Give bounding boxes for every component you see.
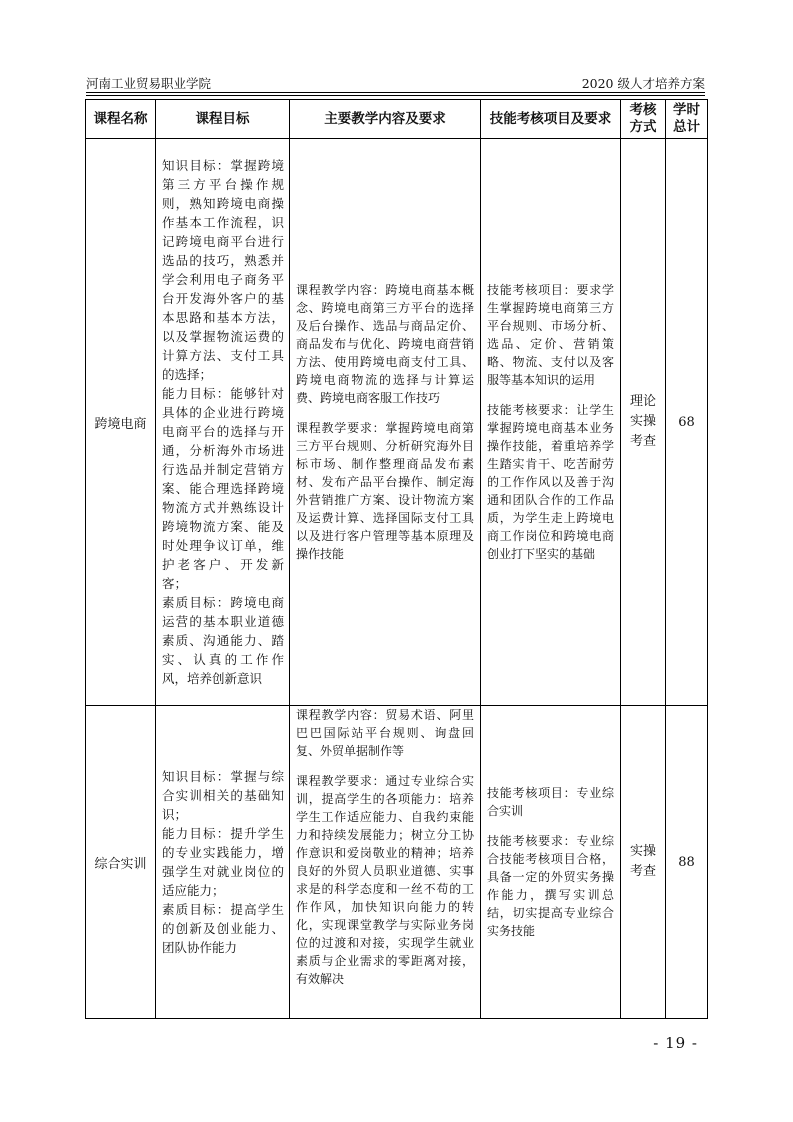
col-header-assessment-method [621,100,666,139]
teaching-requirement-text: 课程教学要求：通过专业综合实训，提高学生的各项能力：培养学生工作适应能力、自我约束能力和持续发展能力；树立分工协作意识和爱岗敬业的精神；培养良好的外贸人员职业道德、实事求是的科学态度和一丝不苟的工作作风，加快知识向能力的转化，实现课堂教学与实际业务岗位的过渡和对接，实现学生就业素质与企业需求的零距离对接，有效解决 [296,774,474,986]
course-name-cell: 跨境电商 [86,139,156,706]
header-school-name: 河南工业贸易职业学院 [86,76,212,91]
assessment-method-text: 理论 实操 考查 [629,394,656,449]
col-header-course-goal: 课程目标 [156,100,290,139]
total-hours-cell: 88 [666,706,708,1019]
course-goal-cell [156,706,290,1019]
teaching-content-text: 课程教学内容：跨境电商基本概念、跨境电商第三方平台的选择及后台操作、选品与商品定价、商品发布与优化、跨境电商营销方法、使用跨境电商支付工具、跨境电商物流的选择与计算运费、跨境电商客服工作技巧 [296,283,474,405]
teaching-content-cell [290,139,481,706]
teaching-requirement-text: 课程教学要求：掌握跨境电商第三方平台规则、分析研究海外目标市场、制作整理商品发布素材、发布产品平台操作、制定海外营销推广方案、设计物流方案及运费计算、选择国际支付工具以及进行客户管理等基本原理及操作技能 [296,421,474,561]
skill-item-text: 技能考核项目：专业综合实训 [487,786,614,818]
course-name-cell: 综合实训 [86,706,156,1019]
col-header-teaching-content: 主要教学内容及要求 [290,100,481,139]
course-goal-cell [156,139,290,706]
page-number: - 19 - [653,1034,698,1052]
teaching-content-cell [290,706,481,1019]
assessment-method-cell [621,706,666,1019]
teaching-content-clip [296,706,474,1012]
teaching-content-text: 课程教学内容：贸易术语、阿里巴巴国际站平台规则、询盘回复、外贸单据制作等 [296,708,474,758]
course-goal-text: 知识目标：掌握跨境第三方平台操作规则，熟知跨境电商操作基本工作流程，识记跨境电商平台进行选品的技巧，熟悉并学会利用电子商务平台开发海外客户的基本思路和基本方法，以及掌握物流运费的计算方法、支付工具的选择； 能力目标：能够针对具体的企业进行跨境电商平台的选择与开通，分析海外市场进行选品并制定营销方案、能合理选择跨境物流方式并熟练设计跨境物流方案、能及时处理争议订单，维护老客户、开发新客； 素质目标：跨境电商运营的基本职业道德素质、沟通能力、踏实、认真的工作作风，培养创新意识 [162,158,284,686]
table-row [86,706,708,1019]
col-header-skill-assessment: 技能考核项目及要求 [481,100,621,139]
header-rule-thin [86,95,705,96]
header-plan-title: 2020 级人才培养方案 [581,76,705,91]
header-rule [86,92,705,93]
skill-assessment-cell [481,139,621,706]
col-header-hours-text: 学时 总计 [673,102,700,135]
assessment-method-text: 实操 考查 [629,844,656,879]
course-table [85,99,708,1019]
total-hours-cell: 68 [666,139,708,706]
skill-item-text: 技能考核项目：要求学生掌握跨境电商第三方平台规则、市场分析、选品、定价、营销策略、物流、支付以及客服等基本知识的运用 [487,283,614,387]
col-header-total-hours [666,100,708,139]
skill-requirement-text: 技能考核要求：专业综合技能考核项目合格，具备一定的外贸实务操作能力，撰写实训总结，切实提高专业综合实务技能 [487,834,614,938]
course-goal-text: 知识目标：掌握与综合实训相关的基础知识； 能力目标：提升学生的专业实践能力，增强学生对就业岗位的适应能力； 素质目标：提高学生的创新及创业能力、团队协作能力 [162,769,284,955]
col-header-course-name: 课程名称 [86,100,156,139]
skill-assessment-cell [481,706,621,1019]
table-row [86,139,708,706]
table-header-row [86,100,708,139]
skill-requirement-text: 技能考核要求：让学生掌握跨境电商基本业务操作技能，着重培养学生踏实肯干、吃苦耐劳的工作作风以及善于沟通和团队合作的工作品质，为学生走上跨境电商工作岗位和跨境电商创业打下坚实的基础 [487,403,614,561]
col-header-method-text: 考核 方式 [629,102,657,135]
assessment-method-cell [621,139,666,706]
